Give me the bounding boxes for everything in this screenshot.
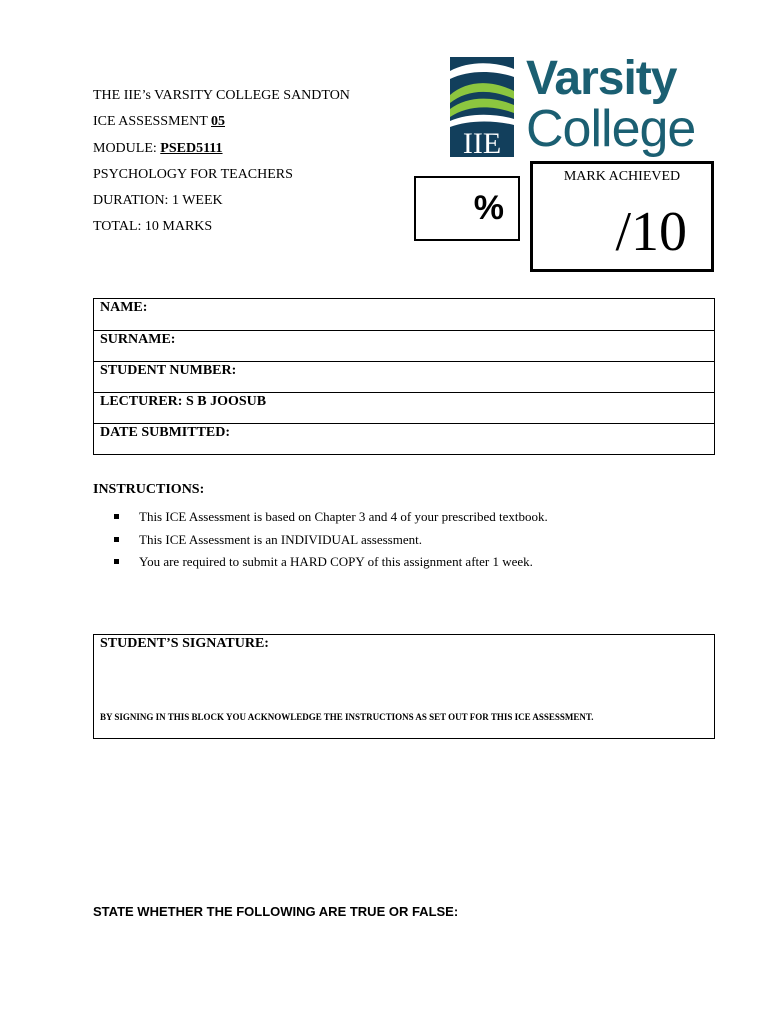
assessment-label: ICE ASSESSMENT (93, 114, 211, 129)
module-code: PSED5111 (160, 141, 223, 156)
bullet-icon (114, 559, 119, 564)
list-item (114, 554, 548, 577)
percentage-box (414, 176, 520, 241)
module-line (93, 140, 223, 158)
emblem-iie-text: IIE (462, 127, 502, 157)
total-marks-text: TOTAL: 10 MARKS (93, 219, 213, 234)
signature-acknowledgement: BY SIGNING IN THIS BLOCK YOU ACKNOWLEDGE THE INSTRUCTIONS AS SET OUT FOR THIS ICE ASSESSMENT. (100, 712, 594, 722)
true-false-heading: STATE WHETHER THE FOLLOWING ARE TRUE OR FALSE: (93, 904, 459, 919)
instruction-text: This ICE Assessment is based on Chapter 3 and 4 of your prescribed textbook. (139, 509, 548, 524)
list-item (114, 509, 548, 532)
instructions-list (114, 509, 548, 577)
assessment-number: 05 (211, 114, 225, 129)
date-submitted-row[interactable]: DATE SUBMITTED: (94, 423, 714, 454)
mark-total: /10 (615, 201, 687, 263)
surname-row[interactable]: SURNAME: (94, 330, 714, 361)
duration-text: DURATION: 1 WEEK (93, 193, 223, 208)
subject-title: PSYCHOLOGY FOR TEACHERS (93, 167, 293, 182)
module-label: MODULE: (93, 141, 161, 156)
student-number-row[interactable]: STUDENT NUMBER: (94, 361, 714, 392)
instruction-text: This ICE Assessment is an INDIVIDUAL assessment. (139, 531, 422, 547)
assessment-line (93, 113, 225, 131)
bullet-icon (114, 514, 119, 519)
mark-achieved-box (530, 161, 714, 272)
percent-icon: % (473, 189, 504, 227)
logo-word-college: College (526, 100, 696, 158)
iie-emblem-icon (450, 57, 514, 157)
signature-block[interactable] (93, 634, 715, 739)
mark-achieved-label: MARK ACHIEVED (563, 169, 681, 184)
lecturer-row: LECTURER: S B JOOSUB (94, 392, 714, 423)
student-details-table (93, 298, 715, 455)
list-item (114, 532, 548, 555)
name-row[interactable]: NAME: (100, 300, 148, 315)
institution-name: THE IIE’s VARSITY COLLEGE SANDTON (93, 88, 350, 103)
varsity-college-logo (450, 52, 722, 159)
signature-heading: STUDENT’S SIGNATURE: (100, 636, 269, 651)
bullet-icon (114, 537, 119, 542)
instruction-text: You are required to submit a HARD COPY of this assignment after 1 week. (139, 554, 533, 569)
instructions-heading: INSTRUCTIONS: (93, 482, 205, 497)
logo-word-varsity: Varsity (526, 52, 677, 105)
